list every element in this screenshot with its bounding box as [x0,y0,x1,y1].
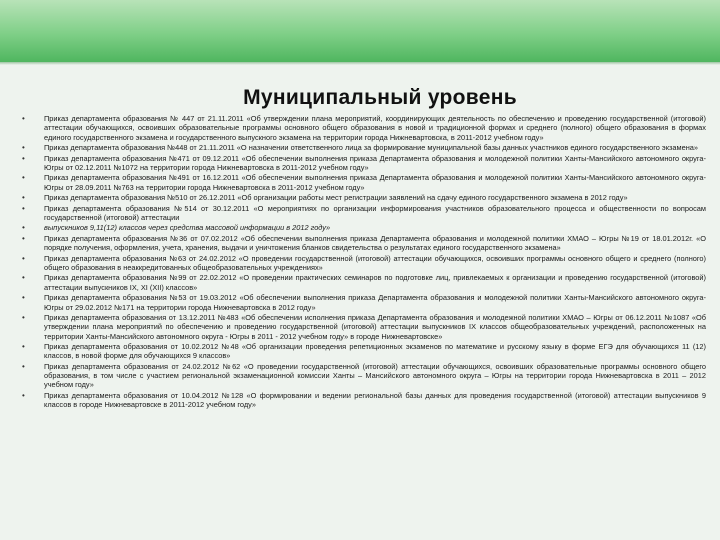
list-item-text: Приказ департамента образования №99 от 22.02.2012 «О проведении практических семинаров по подготовке лиц, привлекаемых к организации и проведению государственной (итоговой) аттестации выпускников IX, XI (XII) классов» [44,273,706,292]
list-item [22,391,706,410]
list-item [22,313,706,341]
list-item-text: Приказ департамента образования №471 от 09.12.2011 «Об обеспечении выполнения приказа Департамента образования и молодежной политики Ханты-Мансийского автономного округа-Югры от 02.12.2011 №1072 на территории города Нижневартовска в 2011-2012 учебном году» [44,153,706,172]
bullet-icon: • [22,342,25,352]
list-item [22,204,706,223]
list-item [22,173,706,192]
bullet-icon: • [22,193,25,203]
list-item-text: Приказ департамента образования от 10.04.2012 №128 «О формировании и ведении региональной базы данных для проведения государственной (итоговой) аттестации выпускников 9 классов в городе Нижневартовске в 2011-2012 учебном году» [44,390,706,410]
bullet-icon: • [22,173,25,183]
list-item-text: Приказ департамента образования №514 от 30.12.2011 «О мероприятиях по организации информирования участников образовательного процесса и общественности по вопросам государственной (итоговой) аттестации [44,203,706,222]
list-item-text: выпускников 9,11(12) классов через средства массовой информации в 2012 году» [44,223,331,233]
bullet-icon: • [22,114,25,123]
bullet-icon: • [22,313,25,322]
list-item [22,342,706,361]
list-item-text: Приказ департамента образования №491 от 16.12.2011 «Об обеспечении выполнения приказа Департамента образования и молодежной политики Ханты-Мансийского автономного округа-Югры от 28.09.2011 №763 на территории города Нижневартовска в 2011-2012 учебном году» [44,173,706,192]
list-item [22,193,706,202]
bullet-icon: • [22,223,25,233]
order-list [22,114,706,411]
bullet-icon: • [22,273,25,283]
list-item [22,143,706,152]
bullet-icon: • [22,390,25,400]
list-item-text: Приказ департамента образования №448 от 21.11.2011 «О назначении ответственного лица за формирование муниципальной базы данных участников единого государственного экзамена» [44,143,698,153]
list-item-text: Приказ департамента образования № 447 от 21.11.2011 «Об утверждении плана мероприятий, координирующих деятельность по обеспечению и проведению государственной (итоговой) аттестации обучающихся, освоивших образовательные программы основного общего образования в новой и традиционной формах и среднего (полного) общего образования в формах единого государственного экзамена и государственного выпускного экзамена на территории города Нижневартовска, в 2011-2012 учебном году» [44,114,706,142]
list-item-text: Приказ департамента образования №510 от 26.12.2011 «Об организации работы мест регистрации заявлений на сдачу единого государственного экзамена в 2012 году» [44,193,628,203]
list-item-text: Приказ департамента образования №36 от 07.02.2012 «Об обеспечении выполнения приказа Департамента образования и молодежной политики ХМАО – Югры №19 от 18.01.2012г. «О порядке получения, оформления, учета, хранения, выдачи и уничтожения бланков свидетельства о результатах единого государственного экзамена» [44,233,706,253]
bullet-icon: • [22,143,25,153]
bullet-icon: • [22,153,25,163]
list-item [22,254,706,273]
bullet-icon: • [22,233,25,243]
list-item [22,154,706,173]
list-item [22,114,706,142]
list-item-text: Приказ департамента образования №53 от 19.03.2012 «Об обеспечении выполнения приказа Департамента образования и молодежной политики Ханты-Мансийского автономного округа-Югры от 29.02.2012 №171 на территории города Нижневартовска в 2012 году» [44,293,706,312]
list-item-text: Приказ департамента образования от 10.02.2012 №48 «Об организации проведения репетиционных экзаменов по математике и русскому языку в форме ЕГЭ для обучающихся 11 (12) классов, в новой форме для обучающихся 9 классов» [44,342,706,361]
bullet-icon: • [22,361,25,371]
list-item [22,293,706,312]
list-item-text: Приказ департамента образования от 24.02.2012 №62 «О проведении государственной (итоговой) аттестации обучающихся, освоивших образовательные программы основного общего образования, в том числе с участием региональной экзаменационной комиссии Ханты – Мансийского автономного округа – Югры на территории города Нижневартовска в 2011 – 2012 учебном году» [44,361,706,390]
list-item-text: Приказ департамента образования №63 от 24.02.2012 «О проведении государственной (итоговой) аттестации обучающихся, освоивших программы основного общего и среднего (полного) общего образования в неаккредитованных общеобразовательных учреждениях» [44,253,706,272]
list-item-text: Приказ департамента образования от 13.12.2011 №483 «Об обеспечении исполнения приказа Департамента образования и молодежной политики ХМАО – Югры от 06.12.2011 №1087 «Об утверждении плана мероприятий по обеспечению и проведению государственной (итоговой) аттестации выпускников IX классов общеобразовательных учреждений, расположенных на территории Ханты-Мансийского автономного округа - Югры в 2011 - 2012 учебном году» в городе Нижневартовске» [44,313,706,341]
list-item [22,273,706,292]
slide-title: Муниципальный уровень [243,86,517,109]
bullet-icon: • [22,253,25,263]
bullet-icon: • [22,203,25,213]
list-item [22,223,706,232]
bullet-icon: • [22,293,25,303]
list-item [22,362,706,390]
header-band [0,0,720,62]
list-item [22,234,706,253]
